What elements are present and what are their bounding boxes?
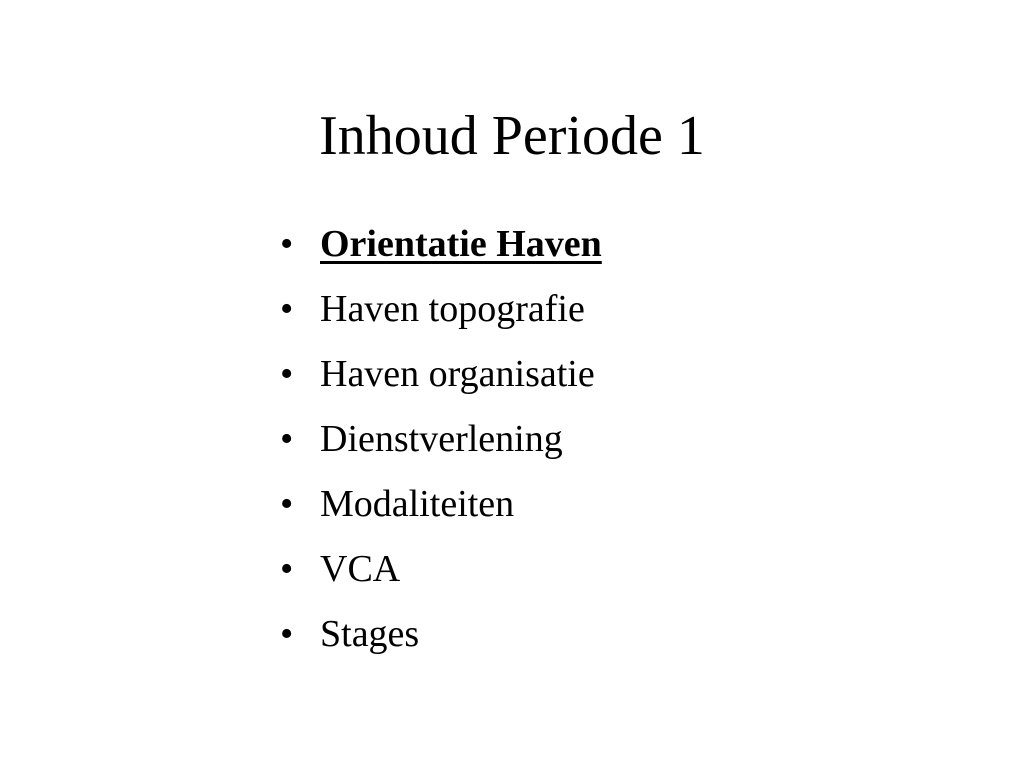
bullet-text: Modaliteiten	[320, 483, 515, 525]
bullet-item-orientatie-haven	[280, 212, 602, 277]
bullet-text: Orientatie Haven	[320, 223, 602, 265]
bullet-item-vca	[280, 537, 602, 602]
bullet-item-haven-organisatie	[280, 342, 602, 407]
bullet-text: VCA	[320, 548, 401, 590]
bullet-icon: •	[280, 288, 294, 330]
bullet-text: Stages	[320, 613, 420, 655]
bullet-text: Dienstverlening	[320, 418, 563, 460]
bullet-icon: •	[280, 613, 294, 655]
bullet-text: Haven organisatie	[320, 353, 595, 395]
slide-title: Inhoud Periode 1	[319, 105, 705, 167]
bullet-icon: •	[280, 548, 294, 590]
bullet-text: Haven topografie	[320, 288, 585, 330]
bullet-item-modaliteiten	[280, 472, 602, 537]
bullet-icon: •	[280, 418, 294, 460]
bullet-list	[280, 212, 602, 667]
bullet-item-haven-topografie	[280, 277, 602, 342]
bullet-item-dienstverlening	[280, 407, 602, 472]
bullet-icon: •	[280, 223, 294, 265]
bullet-icon: •	[280, 353, 294, 395]
bullet-item-stages	[280, 602, 602, 667]
bullet-icon: •	[280, 483, 294, 525]
